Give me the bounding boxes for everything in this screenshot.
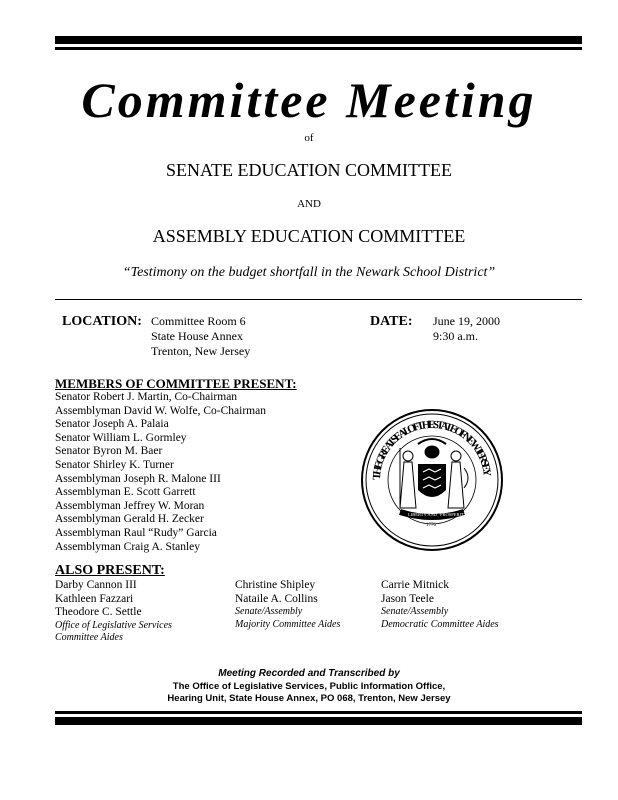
role-text: Majority Committee Aides xyxy=(235,618,341,630)
list-item: Assemblyman Joseph R. Malone III xyxy=(55,472,221,485)
list-item: Darby Cannon III xyxy=(55,579,137,591)
seal-figure-left xyxy=(400,448,416,508)
list-item: Senator Shirley K. Turner xyxy=(55,458,174,471)
members-heading: MEMBERS OF COMMITTEE PRESENT: xyxy=(55,376,297,391)
footer-line-1: The Office of Legislative Services, Public Information Office, xyxy=(172,681,446,692)
location-label: LOCATION: xyxy=(62,314,142,329)
top-bar-thin xyxy=(55,47,582,50)
and-text: AND xyxy=(297,198,321,210)
list-item: Assemblyman Jeffrey W. Moran xyxy=(55,499,205,512)
committee-name-assembly: ASSEMBLY EDUCATION COMMITTEE xyxy=(152,226,466,246)
list-item: Carrie Mitnick xyxy=(381,579,450,591)
list-item: Assemblyman Craig A. Stanley xyxy=(55,540,201,553)
svg-text:1776: 1776 xyxy=(426,523,436,528)
seal-figure-right xyxy=(448,451,468,508)
role-text: Committee Aides xyxy=(55,632,123,644)
committee-name-senate: SENATE EDUCATION COMMITTEE xyxy=(166,160,452,180)
role-text: Democratic Committee Aides xyxy=(381,618,499,630)
also-col-3 xyxy=(381,579,499,631)
list-item: Assemblyman Raul “Rudy” Garcia xyxy=(55,526,217,539)
seal-ribbon xyxy=(400,512,468,528)
state-seal xyxy=(360,408,504,552)
also-col-2 xyxy=(235,579,340,631)
list-item: Senator Joseph A. Palaia xyxy=(55,418,169,431)
role-text: Office of Legislative Services xyxy=(55,619,172,631)
seal-shield xyxy=(418,464,446,497)
date-label: DATE: xyxy=(370,314,413,329)
meeting-subject: “Testimony on the budget shortfall in the Newark School District” xyxy=(122,265,496,280)
role-text: Senate/Assembly xyxy=(235,606,303,618)
list-item: Senator William L. Gormley xyxy=(55,431,187,444)
list-item: Kathleen Fazzari xyxy=(55,592,134,605)
location-line: Committee Room 6 xyxy=(151,314,246,328)
list-item: Senator Byron M. Baer xyxy=(55,445,163,458)
seal-helmet xyxy=(418,439,446,458)
list-item: Senator Robert J. Martin, Co-Chairman xyxy=(55,391,238,403)
seal-text: THE GREAT SEAL OF THE STATE OF NEW JERSEY xyxy=(370,418,493,481)
date-block xyxy=(433,314,500,344)
footer-line-2: Hearing Unit, State House Annex, PO 068, Trenton, New Jersey xyxy=(167,693,451,704)
also-col-1 xyxy=(55,579,172,645)
list-item: Jason Teele xyxy=(381,592,434,605)
svg-text:PROSPERITY: PROSPERITY xyxy=(440,512,468,517)
role-text: Senate/Assembly xyxy=(381,606,449,618)
of-text: of xyxy=(304,132,314,144)
members-list xyxy=(55,391,266,554)
list-item: Christine Shipley xyxy=(235,579,316,591)
also-present-heading: ALSO PRESENT: xyxy=(55,563,165,578)
location-block xyxy=(151,314,250,359)
list-item: Assemblyman David W. Wolfe, Co-Chairman xyxy=(55,404,266,417)
list-item: Assemblyman Gerald H. Zecker xyxy=(55,513,204,526)
top-bar-thick xyxy=(55,36,582,44)
footer-title: Meeting Recorded and Transcribed by xyxy=(218,668,400,679)
divider-rule xyxy=(55,299,582,300)
location-line: State House Annex xyxy=(151,329,243,343)
svg-text:LIBERTY AND: LIBERTY AND xyxy=(408,512,438,517)
list-item: Assemblyman E. Scott Garrett xyxy=(55,486,196,499)
page-title: Committee Meeting xyxy=(81,72,537,128)
date-line: 9:30 a.m. xyxy=(433,329,478,343)
bottom-bar-thin xyxy=(55,711,582,714)
location-line: Trenton, New Jersey xyxy=(151,344,251,358)
date-line: June 19, 2000 xyxy=(433,314,500,328)
bottom-bar-thick xyxy=(55,717,582,725)
list-item: Theodore C. Settle xyxy=(55,606,142,619)
list-item: Nataile A. Collins xyxy=(235,592,318,605)
